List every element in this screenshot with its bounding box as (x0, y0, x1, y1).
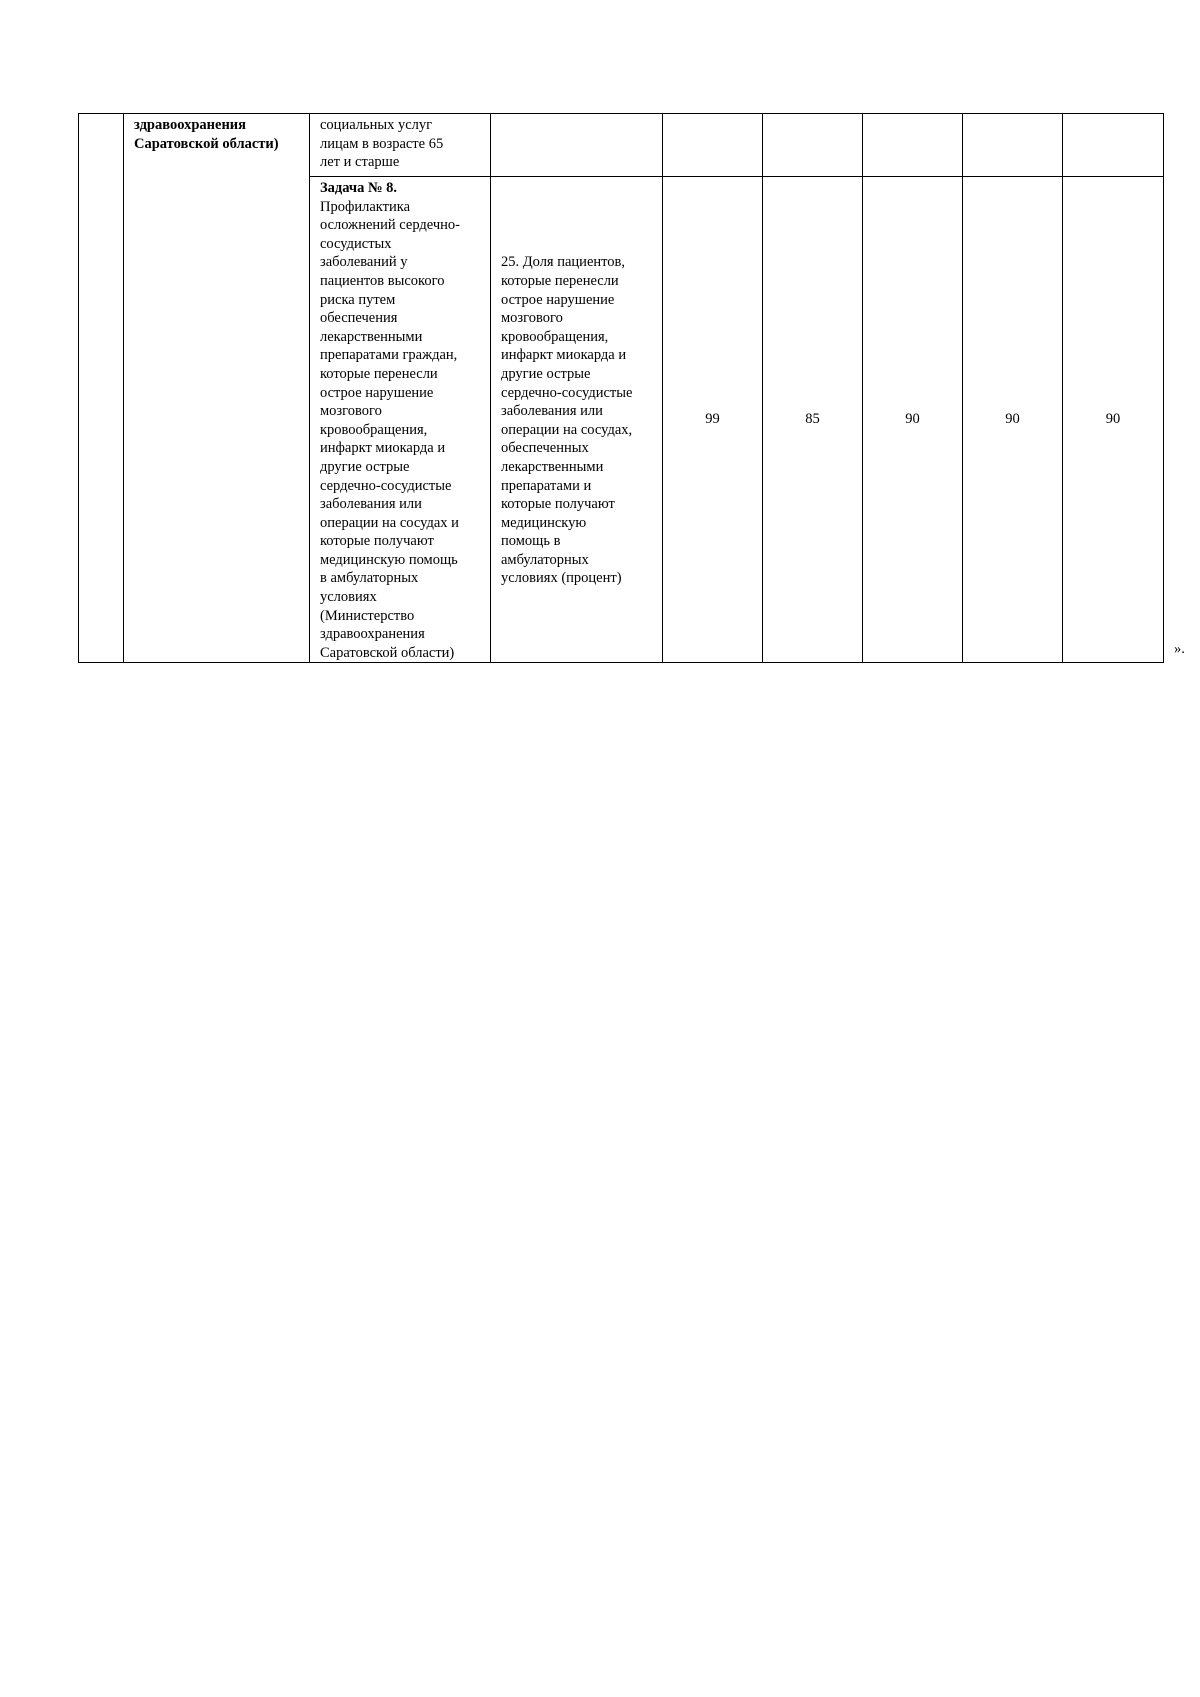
task-cell (310, 177, 491, 663)
department-cell (124, 114, 310, 663)
indicators-table (78, 113, 1164, 663)
task-cell (310, 114, 491, 177)
value-cell: 85 (763, 177, 863, 663)
value-cell: 99 (663, 177, 763, 663)
closing-quote-mark: ». (1174, 641, 1185, 657)
value-cell: 90 (963, 177, 1063, 663)
value-cell (863, 114, 963, 177)
value-cell: 90 (863, 177, 963, 663)
task-title: Задача № 8. (320, 180, 398, 196)
indicator-cell (491, 114, 663, 177)
indicator-cell (491, 177, 663, 663)
indicator-text: 25. Доля пациентов, которые перенесли острое нарушение мозгового кровообращения, инфаркт миокарда и другие острые сердечно-сосудистые заболевания или операции на сосудах, обеспеченных лекарственными препаратами и которые получают медицинскую помощь в амбулаторных условиях (процент) (501, 254, 633, 587)
value-cell (1063, 114, 1164, 177)
value-cell (763, 114, 863, 177)
value-cell (963, 114, 1063, 177)
value-cell (663, 114, 763, 177)
table-row (79, 114, 1164, 177)
row-number-cell (79, 114, 124, 663)
department-text: здравоохранения Саратовской области) (134, 117, 279, 152)
task-text: Профилактика осложнений сердечно- сосудистых заболеваний у пациентов высокого риска путем обеспечения лекарственными препаратами граждан, которые перенесли острое нарушение мозгового кровообращения, инфаркт миокарда и другие острые сердечно-сосудистые заболевания или операции на сосудах и которые получают медицинскую помощь в амбулаторных условиях (Министерство здравоохранения Саратовской области) (320, 198, 460, 661)
task-text: социальных услуг лицам в возрасте 65 лет и старше (320, 117, 444, 171)
value-cell: 90 (1063, 177, 1164, 663)
